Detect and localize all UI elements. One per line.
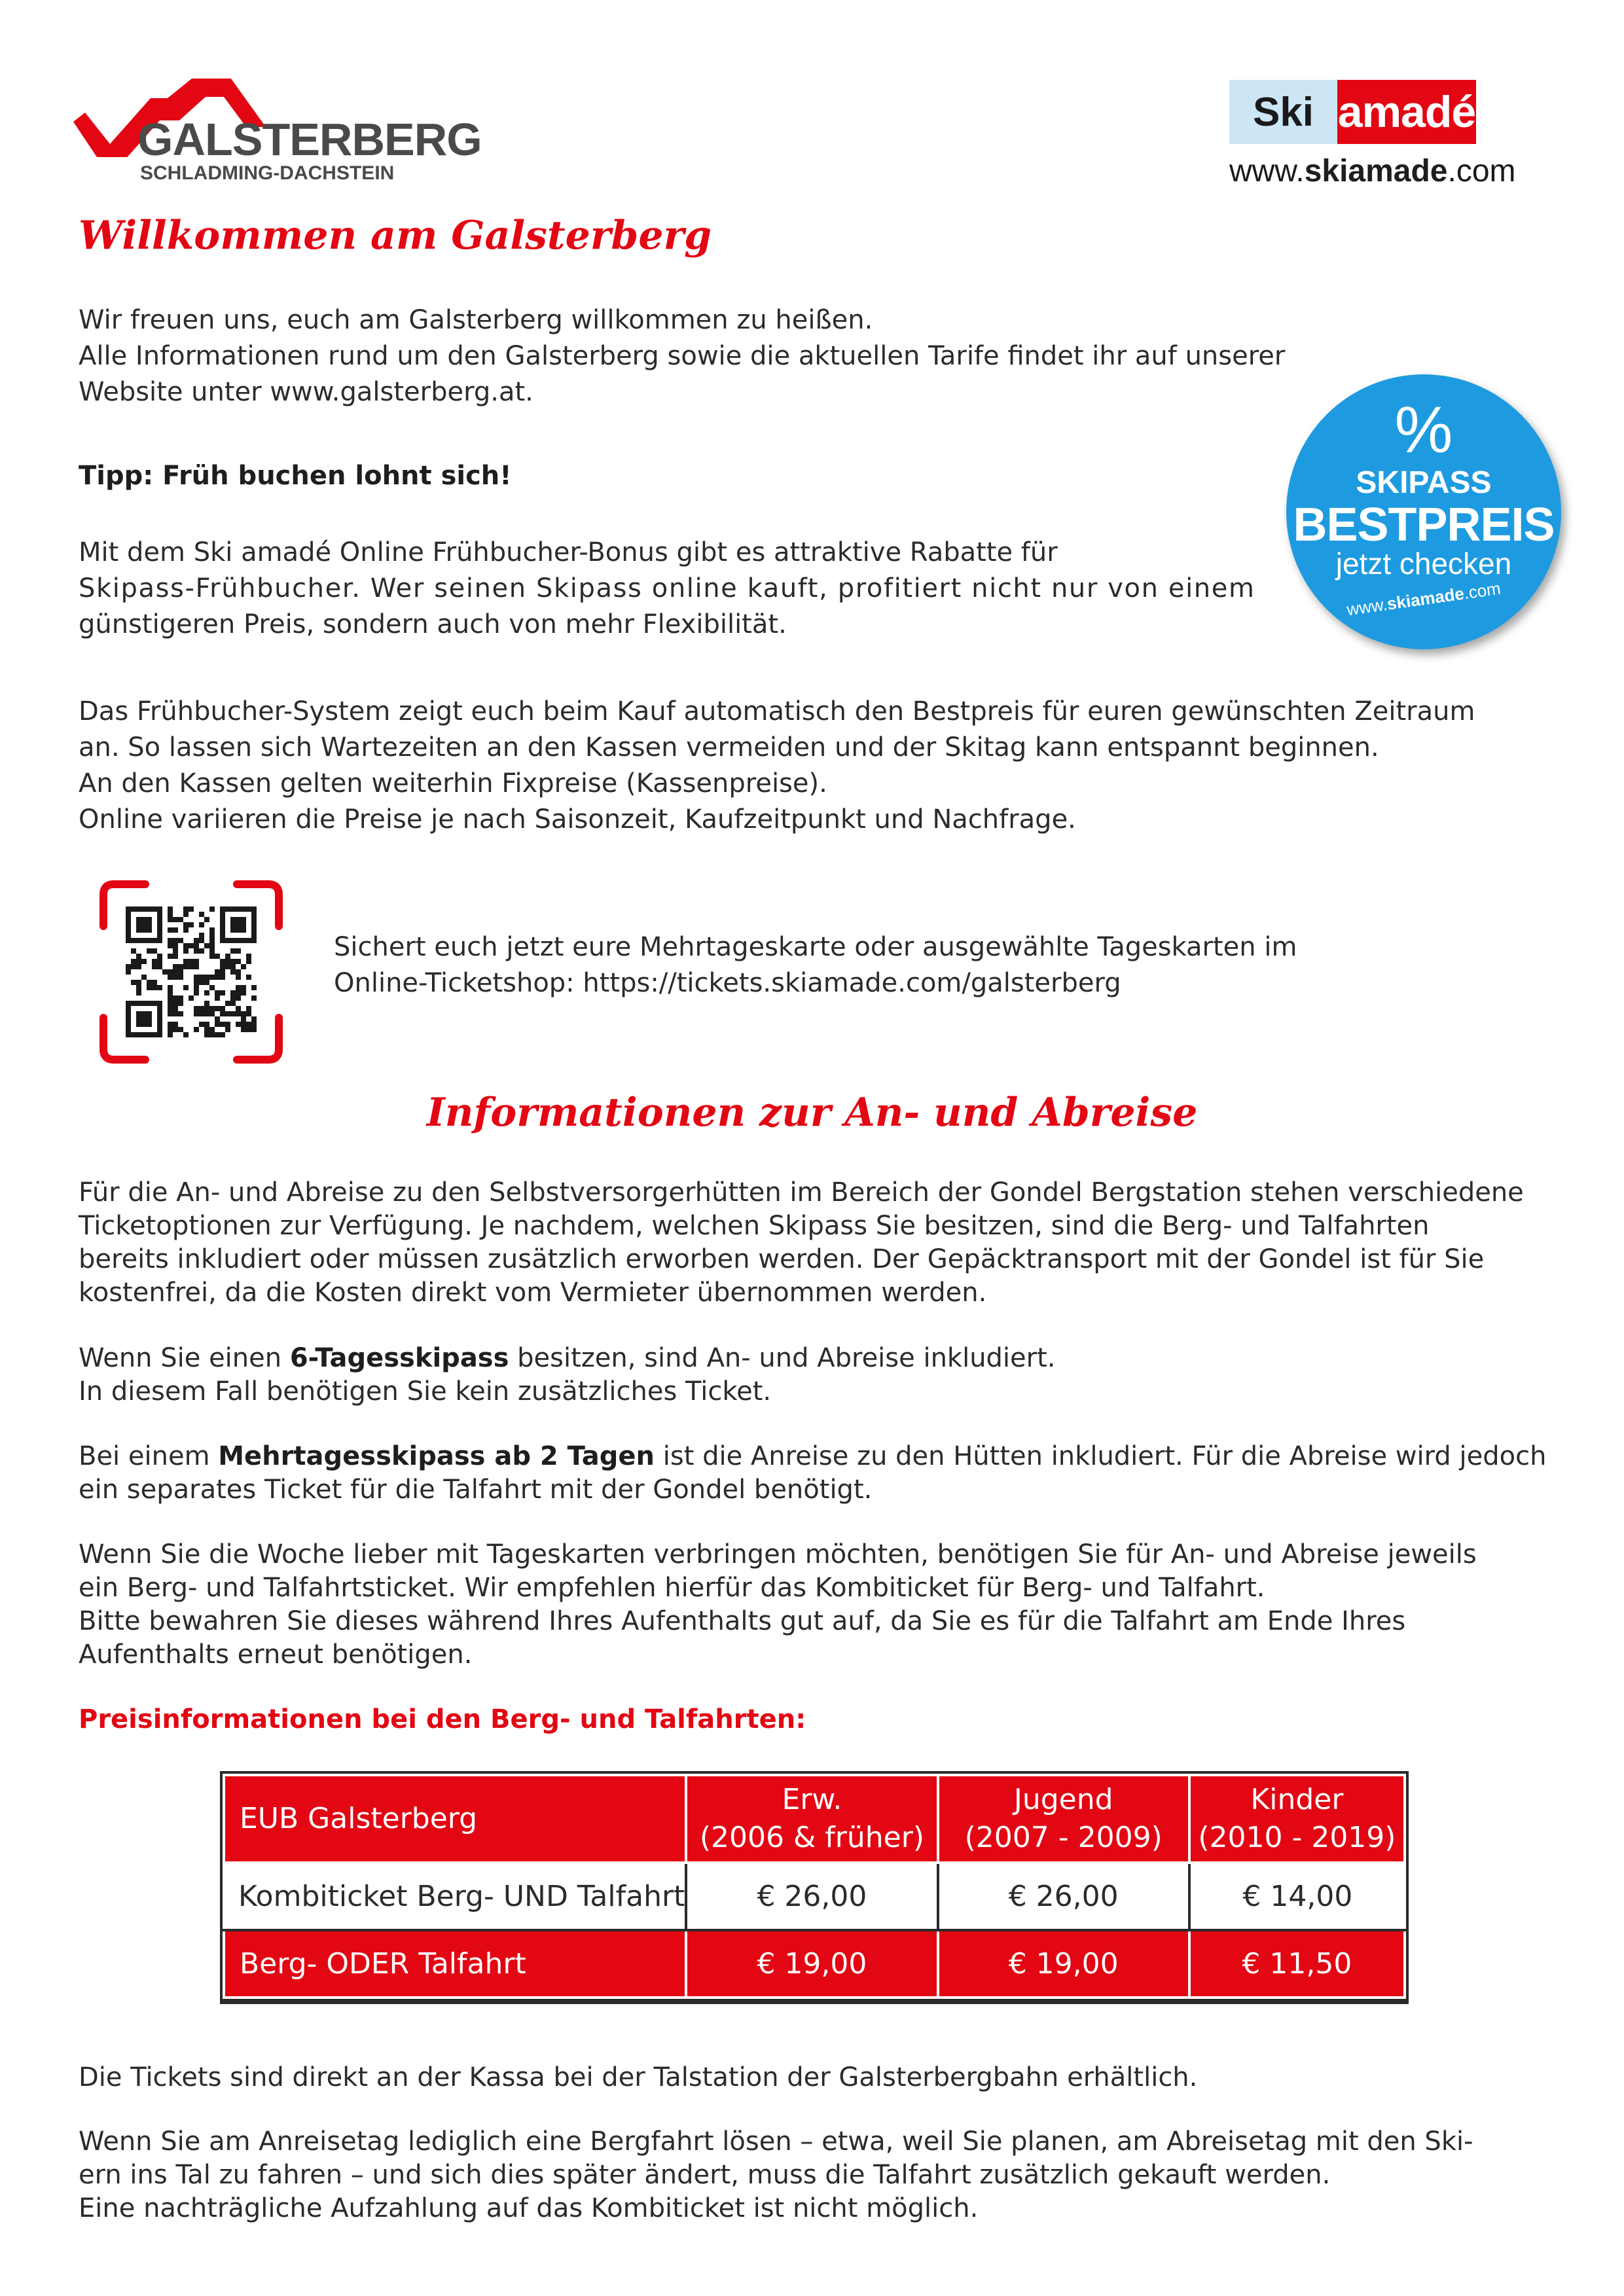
bonus-line: Skipass-Frühbucher. Wer seinen Skipass online kauft, profitiert nicht nur von einem [79, 573, 1255, 603]
badge-bestpreis: BESTPREIS [1293, 499, 1555, 551]
row-label: Kombiticket Berg- UND Talfahrt [224, 1863, 686, 1930]
six-day-pass: 6-Tagesskipass [289, 1343, 509, 1373]
intro-line: Wir freuen uns, euch am Galsterberg willkommen zu heißen. [79, 305, 873, 335]
intro-line: Website unter www.galsterberg.at. [79, 377, 533, 407]
row-label: Berg- ODER Talfahrt [224, 1930, 686, 1998]
skiamade-ski-box [1229, 80, 1337, 144]
footer-paragraph-1: Die Tickets sind direkt an der Kassa bei der Talstation der Galsterbergbahn erhältlich. [79, 2062, 1198, 2092]
welcome-title: Willkommen am Galsterberg [79, 213, 712, 259]
travel-paragraph-3: Bei einem Mehrtagesskipass ab 2 Tagen ist die Anreise zu den Hütten inkludiert. Für die Abreise wird jedoch ein separates Ticket für die Talfahrt mit der Gondel benötigt. [79, 1440, 1546, 1507]
qr-code[interactable] [99, 880, 283, 1064]
intro-paragraph [79, 302, 1285, 410]
galsterberg-logo [72, 79, 491, 190]
badge-jetzt-checken: jetzt checken [1335, 547, 1512, 581]
qr-line: Sichert euch jetzt eure Mehrtageskarte oder ausgewählte Tageskarten im [334, 932, 1297, 962]
multi-day-pass: Mehrtagesskipass ab 2 Tagen [218, 1441, 655, 1471]
travel-line: In diesem Fall benötigen Sie kein zusätzliches Ticket. [79, 1376, 772, 1407]
footer-line: ern ins Tal zu fahren – und sich dies später ändert, muss die Talfahrt zusätzlich gekauft werden. [79, 2160, 1331, 2190]
travel-line: ein Berg- und Talfahrtsticket. Wir empfehlen hierfür das Kombiticket für Berg- und Talfahrt. [79, 1573, 1265, 1603]
brand-name: GALSTERBERG [137, 114, 482, 165]
travel-line: Aufenthalts erneut benötigen. [79, 1640, 473, 1670]
price-cell: € 19,00 [686, 1930, 937, 1998]
skiamade-ski-text: Ski [1252, 89, 1314, 135]
header-label: EUB Galsterberg [224, 1775, 686, 1863]
table-row [224, 1930, 1405, 1998]
bestpreis-badge[interactable] [1286, 374, 1561, 649]
header-col-child: Kinder (2010 - 2019) [1189, 1775, 1405, 1863]
footer-line: Eine nachträgliche Aufzahlung auf das Kombiticket ist nicht möglich. [79, 2193, 979, 2223]
footer-line: Wenn Sie am Anreisetag lediglich eine Bergfahrt lösen – etwa, weil Sie planen, am Abreisetag mit den Ski- [79, 2126, 1473, 2157]
percent-icon: % [1394, 393, 1453, 467]
table-row [224, 1863, 1405, 1930]
bonus-line: günstigeren Preis, sondern auch von mehr Flexibilität. [79, 609, 787, 639]
tip-heading: Tipp: Früh buchen lohnt sich! [79, 461, 512, 491]
price-heading: Preisinformationen bei den Berg- und Talfahrten: [79, 1704, 806, 1734]
travel-line: ein separates Ticket für die Talfahrt mit der Gondel benötigt. [79, 1475, 873, 1505]
ticketshop-link[interactable]: Online-Ticketshop: https://tickets.skiamade.com/galsterberg [334, 968, 1121, 998]
skiamade-amade-box [1337, 80, 1476, 144]
travel-line: bereits inkludiert oder müssen zusätzlich erworben werden. Der Gepäcktransport mit der Gondel ist für Sie [79, 1244, 1485, 1274]
system-line: an. So lassen sich Wartezeiten an den Kassen vermeiden und der Skitag kann entspannt beginnen. [79, 732, 1379, 762]
travel-line: Für die An- und Abreise zu den Selbstversorgerhütten im Bereich der Gondel Bergstation stehen verschiedene [79, 1177, 1524, 1208]
intro-line: Alle Informationen rund um den Galsterberg sowie die aktuellen Tarife findet ihr auf unserer [79, 341, 1286, 371]
price-cell: € 26,00 [686, 1863, 937, 1930]
header-col-youth: Jugend (2007 - 2009) [938, 1775, 1189, 1863]
system-paragraph [79, 694, 1475, 838]
footer-paragraph-2 [79, 2125, 1473, 2225]
skiamade-amade-text: amadé [1337, 87, 1476, 137]
badge-url: www.skiamade.com [1345, 578, 1502, 620]
brand-region: SCHLADMING-DACHSTEIN [140, 162, 395, 184]
qr-pattern-icon [126, 906, 257, 1037]
price-cell: € 19,00 [938, 1930, 1189, 1998]
bonus-paragraph [79, 535, 1276, 643]
qr-text [334, 929, 1297, 1001]
travel-paragraph-1 [79, 1176, 1524, 1310]
table-header-row [224, 1775, 1405, 1863]
system-line: Das Frühbucher-System zeigt euch beim Kauf automatisch den Bestpreis für euren gewünschten Zeitraum [79, 696, 1475, 726]
price-cell: € 26,00 [938, 1863, 1189, 1930]
skiamade-url: www.skiamade.com [1229, 154, 1516, 188]
travel-line: Bitte bewahren Sie dieses während Ihres Aufenthalts gut auf, da Sie es für die Talfahrt am Ende Ihres [79, 1606, 1406, 1636]
skiamade-logo [1229, 80, 1557, 198]
header-col-adult: Erw. (2006 & früher) [686, 1775, 937, 1863]
travel-line: Ticketoptionen zur Verfügung. Je nachdem, welchen Skipass Sie besitzen, sind die Berg- und Talfahrten [79, 1211, 1430, 1241]
price-cell: € 14,00 [1189, 1863, 1405, 1930]
system-line: Online variieren die Preise je nach Saisonzeit, Kaufzeitpunkt und Nachfrage. [79, 804, 1076, 834]
bonus-line: Mit dem Ski amadé Online Frühbucher-Bonus gibt es attraktive Rabatte für [79, 537, 1058, 567]
travel-paragraph-2: Wenn Sie einen 6-Tagesskipass besitzen, sind An- und Abreise inkludiert. In diesem Fall benötigen Sie kein zusätzliches Ticket. [79, 1342, 1056, 1408]
travel-title: Informationen zur An- und Abreise [426, 1090, 1198, 1136]
travel-paragraph-4 [79, 1538, 1477, 1672]
travel-line: Wenn Sie die Woche lieber mit Tageskarten verbringen möchten, benötigen Sie für An- und Abreise jeweils [79, 1539, 1477, 1570]
price-table [220, 1771, 1409, 2004]
travel-line: kostenfrei, da die Kosten direkt vom Vermieter übernommen werden. [79, 1278, 987, 1308]
price-cell: € 11,50 [1189, 1930, 1405, 1998]
badge-skipass: SKIPASS [1356, 465, 1492, 500]
system-line: An den Kassen gelten weiterhin Fixpreise (Kassenpreise). [79, 768, 827, 798]
